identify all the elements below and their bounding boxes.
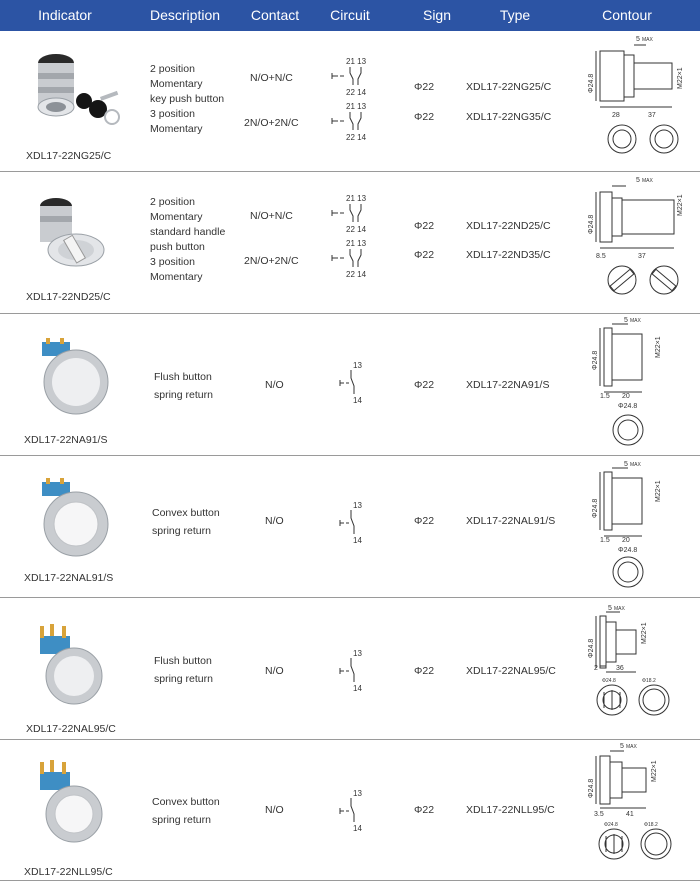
- sign-value: Φ22: [414, 515, 435, 527]
- contact-value: 2N/O+2N/C: [244, 255, 299, 267]
- circuit-symbol: [336, 648, 376, 698]
- header-circuit: Circuit: [330, 7, 370, 23]
- svg-text:22 14: 22 14: [346, 225, 367, 234]
- contact-value: N/O: [265, 515, 284, 527]
- description: Convex button spring return: [152, 796, 220, 826]
- svg-text:22 14: 22 14: [346, 133, 367, 142]
- contact-value: N/O+N/C: [250, 72, 293, 84]
- svg-text:MAX: MAX: [630, 318, 641, 324]
- svg-text:5: 5: [624, 317, 628, 324]
- table-row: [0, 314, 700, 455]
- svg-text:13: 13: [353, 501, 362, 510]
- sign-value: Φ22: [414, 379, 435, 391]
- svg-text:MAX: MAX: [642, 37, 653, 43]
- svg-text:M22×1: M22×1: [641, 622, 648, 644]
- svg-text:22 14: 22 14: [346, 88, 367, 97]
- table-row: [0, 172, 700, 313]
- svg-text:28: 28: [612, 112, 620, 119]
- circuit-symbol: [328, 55, 378, 155]
- indicator-model: XDL17-22NAL91/S: [24, 572, 114, 584]
- svg-text:5: 5: [636, 36, 640, 43]
- table-row: [0, 740, 700, 880]
- svg-text:5: 5: [636, 177, 640, 184]
- description: 2 position Momentary key push button 3 position Momentary: [150, 63, 225, 135]
- svg-text:Φ24.8: Φ24.8: [604, 822, 618, 828]
- type-value: XDL17-22ND25/C: [466, 220, 551, 232]
- table-row: [0, 31, 700, 171]
- svg-text:Φ24.8: Φ24.8: [588, 214, 595, 234]
- svg-text:M22×1: M22×1: [677, 194, 684, 216]
- sign-value: Φ22: [414, 111, 435, 123]
- svg-text:Φ18.2: Φ18.2: [642, 678, 656, 684]
- circuit-symbol: [336, 500, 376, 550]
- indicator-model: XDL17-22NA91/S: [24, 434, 108, 446]
- svg-text:Φ24.8: Φ24.8: [588, 778, 595, 798]
- contact-value: N/O: [265, 804, 284, 816]
- table-row: [0, 598, 700, 739]
- header-contact: Contact: [250, 7, 300, 23]
- sign-value: Φ22: [414, 804, 435, 816]
- type-value: XDL17-22NG35/C: [466, 111, 552, 123]
- flush-button-image: [28, 334, 118, 424]
- indicator-model: XDL17-22NG25/C: [26, 150, 112, 162]
- svg-text:Φ24.8: Φ24.8: [602, 678, 616, 684]
- svg-text:Φ24.8: Φ24.8: [618, 403, 638, 410]
- svg-text:8.5: 8.5: [596, 253, 606, 260]
- row-divider: [0, 880, 700, 881]
- svg-text:36: 36: [616, 665, 624, 672]
- svg-text:1.5: 1.5: [600, 537, 610, 544]
- circuit-symbol: [336, 788, 376, 838]
- svg-text:2: 2: [594, 665, 598, 672]
- sign-value: Φ22: [414, 220, 435, 232]
- svg-text:M22×1: M22×1: [655, 480, 662, 502]
- svg-text:Φ24.8: Φ24.8: [592, 350, 599, 370]
- svg-text:21 13: 21 13: [346, 102, 367, 111]
- svg-text:MAX: MAX: [642, 178, 653, 184]
- svg-text:MAX: MAX: [630, 462, 641, 468]
- sign-value: Φ22: [414, 665, 435, 677]
- svg-text:20: 20: [622, 537, 630, 544]
- svg-text:M22×1: M22×1: [677, 67, 684, 89]
- svg-text:M22×1: M22×1: [651, 760, 658, 782]
- svg-text:21 13: 21 13: [346, 57, 367, 66]
- svg-text:20: 20: [622, 393, 630, 400]
- description: Convex button spring return: [152, 507, 220, 537]
- svg-text:14: 14: [353, 536, 362, 545]
- indicator-model: XDL17-22ND25/C: [26, 291, 111, 303]
- svg-text:Φ24.8: Φ24.8: [588, 73, 595, 93]
- svg-text:Φ24.8: Φ24.8: [592, 498, 599, 518]
- contact-value: N/O+N/C: [250, 210, 293, 222]
- svg-text:Φ18.2: Φ18.2: [644, 822, 658, 828]
- convex-button-image: [28, 474, 118, 564]
- description: 2 position Momentary standard handle push button 3 position Momentary: [150, 196, 226, 283]
- circuit-symbol: [336, 360, 376, 410]
- svg-text:Φ24.8: Φ24.8: [588, 638, 595, 658]
- svg-text:13: 13: [353, 361, 362, 370]
- svg-text:37: 37: [638, 253, 646, 260]
- header-sign: Sign: [422, 7, 452, 23]
- svg-text:41: 41: [626, 811, 634, 818]
- svg-text:M22×1: M22×1: [655, 336, 662, 358]
- sign-value: Φ22: [414, 81, 435, 93]
- svg-text:13: 13: [353, 789, 362, 798]
- table-row: [0, 456, 700, 597]
- contour-drawing: [586, 458, 686, 592]
- svg-text:21 13: 21 13: [346, 239, 367, 248]
- type-value: XDL17-22NAL95/C: [466, 665, 556, 677]
- table-header: [0, 0, 700, 31]
- contour-drawing: [582, 742, 694, 878]
- indicator-model: XDL17-22NLL95/C: [24, 866, 113, 878]
- svg-text:37: 37: [648, 112, 656, 119]
- contact-value: N/O: [265, 379, 284, 391]
- type-value: XDL17-22NAL91/S: [466, 515, 556, 527]
- svg-text:14: 14: [353, 684, 362, 693]
- svg-text:5: 5: [608, 605, 612, 612]
- contour-drawing: [582, 174, 694, 302]
- svg-text:13: 13: [353, 649, 362, 658]
- handle-switch-image: [20, 180, 120, 280]
- description: Flush button spring return: [154, 655, 213, 685]
- svg-text:21 13: 21 13: [346, 194, 367, 203]
- header-indicator: Indicator: [38, 7, 92, 23]
- header-description: Description: [149, 7, 221, 23]
- description: Flush button spring return: [154, 371, 213, 401]
- contour-drawing: [586, 314, 686, 450]
- svg-text:MAX: MAX: [614, 606, 625, 612]
- contact-value: 2N/O+2N/C: [244, 117, 299, 129]
- type-value: XDL17-22ND35/C: [466, 249, 551, 261]
- header-type: Type: [499, 7, 531, 23]
- convex-button-image: [28, 758, 118, 848]
- contour-drawing: [582, 33, 694, 161]
- type-value: XDL17-22NLL95/C: [466, 804, 555, 816]
- svg-text:22 14: 22 14: [346, 270, 367, 279]
- svg-text:5: 5: [620, 743, 624, 750]
- contour-drawing: [582, 600, 694, 736]
- svg-text:5: 5: [624, 461, 628, 468]
- key-switch-image: [12, 37, 132, 137]
- svg-text:MAX: MAX: [626, 744, 637, 750]
- type-value: XDL17-22NG25/C: [466, 81, 552, 93]
- svg-text:Φ24.8: Φ24.8: [618, 547, 638, 554]
- circuit-symbol: [328, 192, 378, 292]
- svg-text:14: 14: [353, 396, 362, 405]
- sign-value: Φ22: [414, 249, 435, 261]
- svg-text:1.5: 1.5: [600, 393, 610, 400]
- contact-value: N/O: [265, 665, 284, 677]
- header-contour: Contour: [602, 7, 652, 23]
- flush-button-image: [28, 622, 118, 712]
- indicator-model: XDL17-22NAL95/C: [26, 723, 116, 735]
- svg-text:14: 14: [353, 824, 362, 833]
- type-value: XDL17-22NA91/S: [466, 379, 550, 391]
- svg-text:3.5: 3.5: [594, 811, 604, 818]
